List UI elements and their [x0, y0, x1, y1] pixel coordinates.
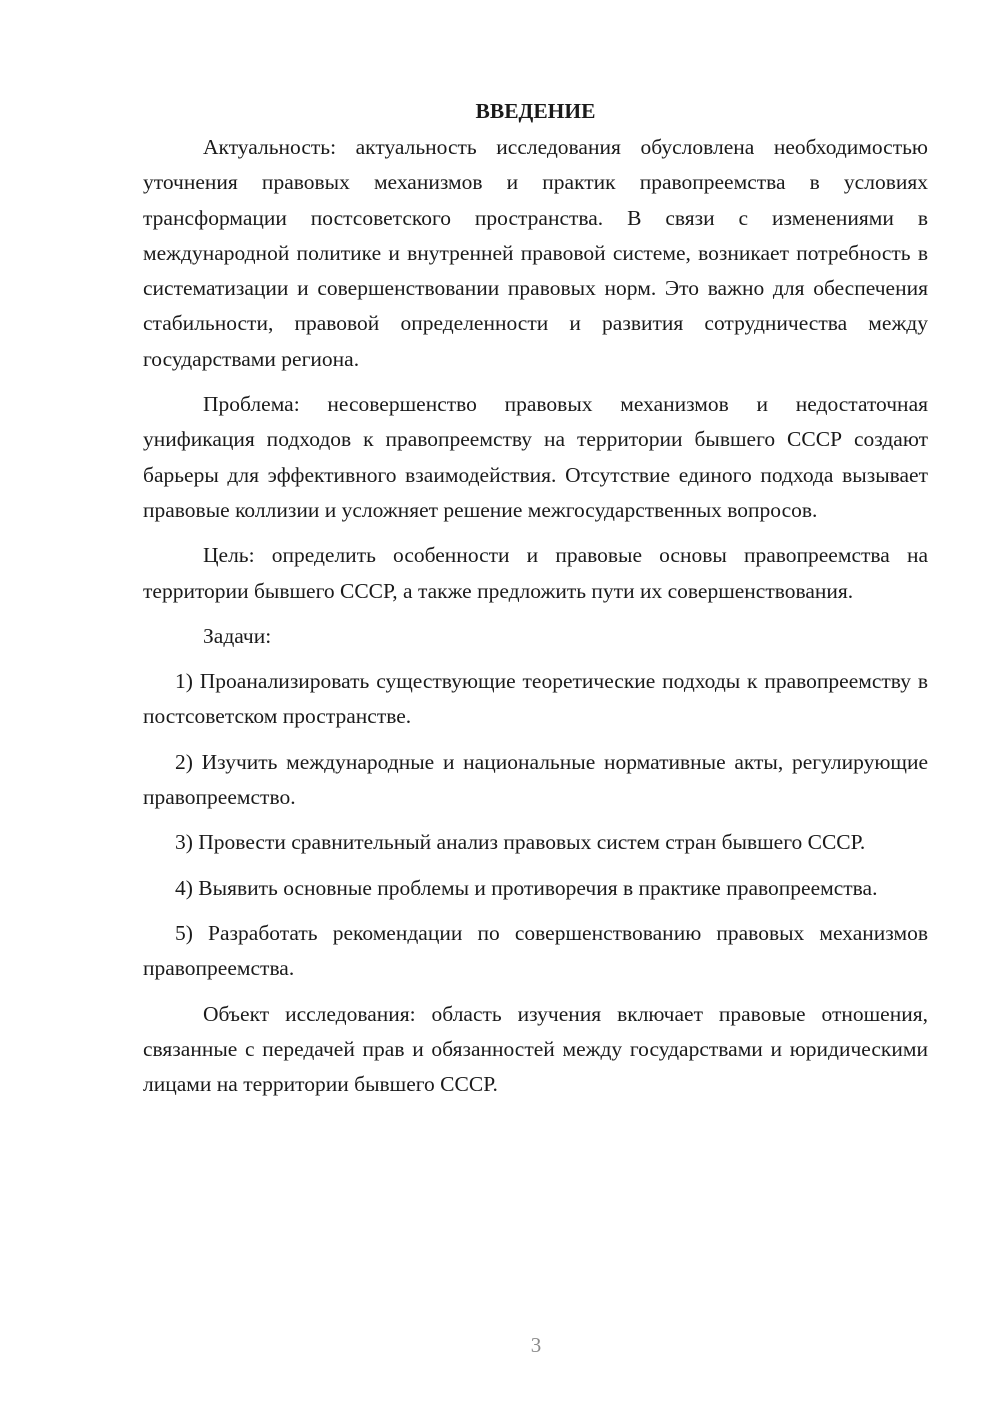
- list-item-task-1: 1) Проанализировать существующие теоретические подходы к правопреемству в постсоветском пространстве.: [143, 669, 928, 729]
- paragraph-problem: Проблема: несовершенство правовых механизмов и недостаточная унификация подходов к правопреемству на территории бывшего СССР создают барьеры для эффективного взаимодействия. Отсутствие единого подхода вызывает правовые коллизии и усложняет решение межгосударственных вопросов.: [143, 392, 928, 522]
- list-item-task-4: 4) Выявить основные проблемы и противоречия в практике правопреемства.: [175, 875, 878, 900]
- page-title: ВВЕДЕНИЕ: [475, 99, 596, 123]
- paragraph-object: Объект исследования: область изучения включает правовые отношения, связанные с передачей прав и обязанностей между государствами и юридическими лицами на территории бывшего СССР.: [143, 1001, 928, 1097]
- list-item-task-3: 3) Провести сравнительный анализ правовых систем стран бывшего СССР.: [175, 830, 866, 855]
- paragraph-tasks-label: Задачи:: [203, 623, 272, 648]
- list-item-task-5: 5) Разработать рекомендации по совершенствованию правовых механизмов правопреемства.: [143, 920, 928, 981]
- paragraph-goal: Цель: определить особенности и правовые основы правопреемства на территории бывшего СССР, а также предложить пути их совершенствования.: [143, 543, 928, 603]
- page-number: 3: [530, 1333, 542, 1357]
- document-body: [143, 92, 928, 1102]
- list-item-task-2: 2) Изучить международные и национальные нормативные акты, регулирующие правопреемство.: [143, 749, 928, 810]
- paragraph-relevance: Актуальность: актуальность исследования обусловлена необходимостью уточнения правовых механизмов и практик правопреемства в условиях трансформации постсоветского пространства. В связи с изменениями в международной политике и внутренней правовой системе, возникает потребность в систематизации и совершенствовании правовых норм. Это важно для обеспечения стабильности, правовой определенности и развития сотрудничества между государствами региона.: [143, 135, 928, 371]
